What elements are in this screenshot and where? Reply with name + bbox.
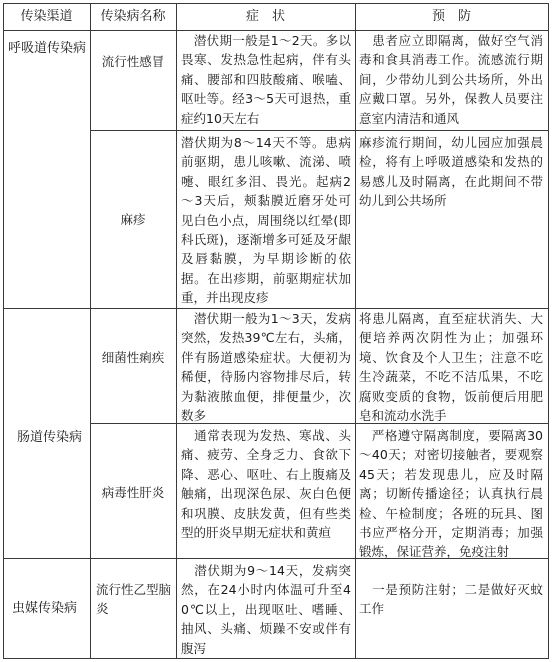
grid-line [3, 3, 4, 659]
symptoms-text: 潜伏期为9～14天，发病突然，在24小时内体温可升至40℃以上，出现呕吐、嗜睡、抽风、头痛、烦躁不安或伴有腹泻 [181, 563, 351, 656]
grid-line [548, 3, 549, 659]
channel-cell: 呼吸道传染病 [8, 41, 87, 56]
disease-table [3, 3, 549, 659]
grid-line [90, 130, 549, 131]
grid-line [3, 3, 549, 4]
grid-line [3, 658, 549, 659]
prevention-text: 麻疹流行期间，幼儿园应加强晨检，将有上呼吸道感染和发热的易感儿及时隔离，在此期间不带幼儿到公共场所 [359, 135, 543, 209]
header-symptoms: 症 状 [245, 9, 285, 24]
channel-cell: 虫媒传染病 [12, 601, 78, 616]
header-prevention: 预 防 [431, 9, 471, 24]
grid-line [90, 3, 91, 659]
symptoms-text: 潜伏期一般为1～3天，发病突然，发热39℃左右，头痛，伴有肠道感染症状。大便初为稀便，待肠内容物排尽后，转为黏液脓血便，排便量少，次数多 [181, 311, 351, 424]
grid-line [176, 3, 177, 659]
disease-name: 流行性感冒 [101, 54, 165, 69]
prevention-text: 将患儿隔离，直至症状消失、大便培养两次阴性为止；加强环境、饮食及个人卫生；注意不吃生冷蔬菜，不吃不洁瓜果，不吃腐败变质的食物，饭前便后用肥皂和流动水洗手 [359, 311, 543, 424]
channel-cell: 肠道传染病 [17, 430, 83, 445]
header-disease: 传染病名称 [100, 9, 166, 24]
symptoms-text: 通常表现为发热、寒战、头痛、疲劳、全身乏力、食欲下降、恶心、呕吐、右上腹痛及触痛，出现深色尿、灰白色便和巩膜、皮肤发黄，但有些类型的肝炎早期无症状和黄疸 [181, 428, 351, 541]
symptoms-text: 潜伏期为8～14天不等。患病前驱期，患儿咳嗽、流涕、喷嚏、眼红多泪、畏光。起病2～3天后，颊黏膜近磨牙处可见白色小点，周围绕以红晕(即科氏斑)，逐渐增多可延及牙龈及唇黏膜，为早期诊断的依据。在出疹期，前驱期症状加重，并出现皮疹 [181, 135, 351, 306]
symptoms-text: 潜伏期一般是1～2天。多以畏寒、发热急性起病，伴有头痛、腰部和四肢酸痛、喉嗑、呕吐等。经3～5天可退热，重症约10天左右 [181, 33, 351, 126]
prevention-text: 一是预防注射；二是做好灭蚊工作 [359, 582, 543, 617]
disease-name: 细菌性痢疾 [101, 350, 165, 365]
prevention-text: 严格遵守隔离制度，要隔离30～40天；对密切接触者，要观察45天；若发现患儿，应及时隔离；切断传播途径；认真执行晨检、午检制度；各班的玩具、图书应严格分开，定期消毒；加强锻炼，保证营养，免疫注射 [359, 428, 543, 560]
grid-line [355, 3, 356, 659]
disease-name: 病毒性肝炎 [101, 485, 165, 500]
disease-name: 流行性乙型脑炎 [96, 582, 172, 617]
prevention-text: 患者应立即隔离，做好空气消毒和食具消毒工作。流感流行期间，少带幼儿到公共场所，外出应戴口罩。另外，保教人员要注意室内清洁和通风 [359, 33, 543, 126]
disease-name: 麻疹 [120, 212, 146, 227]
header-channel: 传染渠道 [20, 9, 73, 24]
